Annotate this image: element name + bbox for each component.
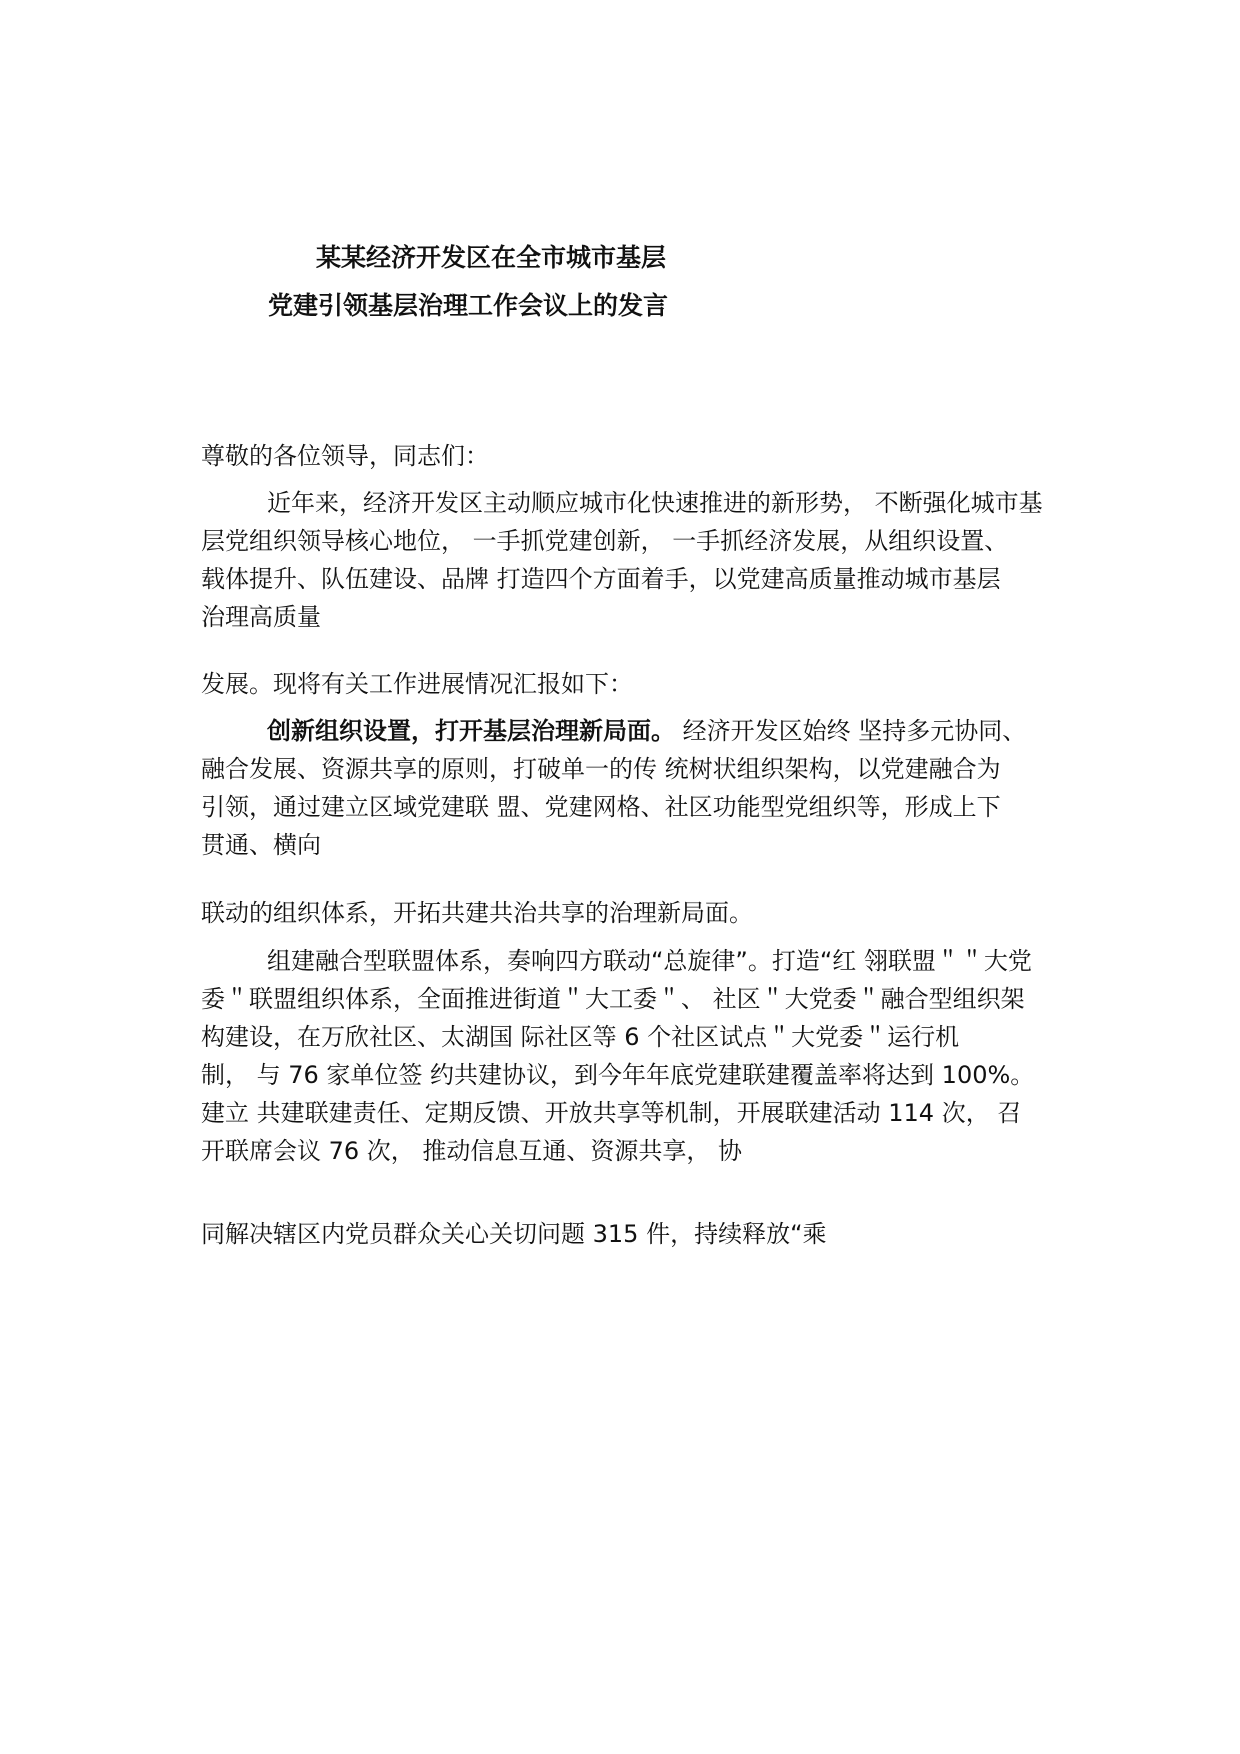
paragraph-line: 同解决辖区内党员群众关心关切问题 315 件，持续释放“乘 [201,1220,827,1248]
section-heading: 创新组织设置，打开基层治理新局面。 [267,717,675,745]
paragraph-2 [201,712,1081,864]
paragraph-line: 建立 共建联建责任、定期反馈、开放共享等机制，开展联建活动 114 次， 召 [201,1099,1022,1127]
paragraph-line: 委＂联盟组织体系，全面推进街道＂大工委＂、 社区＂大党委＂融合型组织架 [201,985,1025,1013]
paragraph-line: 融合发展、资源共享的原则，打破单一的传 统树状组织架构，以党建融合为 [201,755,1001,783]
paragraph-line: 引领，通过建立区域党建联 盟、党建网格、社区功能型党组织等，形成上下 [201,793,1001,821]
paragraph-line: 构建设，在万欣社区、太湖国 际社区等 6 个社区试点＂大党委＂运行机 [201,1023,960,1051]
paragraph-2-continuation [201,894,1081,932]
paragraph-1-continuation [201,665,1081,703]
paragraph-line: 组建融合型联盟体系，奏响四方联动“总旋律”。打造“红 翎联盟＂＂大党 [267,947,1032,975]
paragraph-1 [201,484,1081,636]
paragraph-line: 开联席会议 76 次， 推动信息互通、资源共享， 协 [201,1137,743,1165]
salutation-text: 尊敬的各位领导，同志们： [201,442,489,470]
paragraph-line: 联动的组织体系，开拓共建共治共享的治理新局面。 [201,899,753,927]
paragraph-first-line [201,712,1081,750]
paragraph-line: 贯通、横向 [201,831,321,859]
document-title-line-2: 党建引领基层治理工作会议上的发言 [268,291,669,320]
paragraph-line: 载体提升、队伍建设、品牌 打造四个方面着手，以党建高质量推动城市基层 [201,565,1001,593]
paragraph-line-rest: 经济开发区始终 坚持多元协同、 [675,717,1027,745]
paragraph-line: 层党组织领导核心地位， 一手抓党建创新， 一手抓经济发展，从组织设置、 [201,527,1009,555]
paragraph-line: 发展。现将有关工作进展情况汇报如下： [201,670,633,698]
paragraph-line: 制， 与 76 家单位签 约共建协议，到今年年底党建联建覆盖率将达到 100%。 [201,1061,1035,1089]
paragraph-3-continuation [201,1215,1081,1253]
paragraph-3 [201,942,1081,1170]
paragraph-line: 治理高质量 [201,603,321,631]
document-title-line-1: 某某经济开发区在全市城市基层 [316,243,667,272]
salutation [201,437,1081,475]
paragraph-line: 近年来，经济开发区主动顺应城市化快速推进的新形势， 不断强化城市基 [267,489,1043,517]
